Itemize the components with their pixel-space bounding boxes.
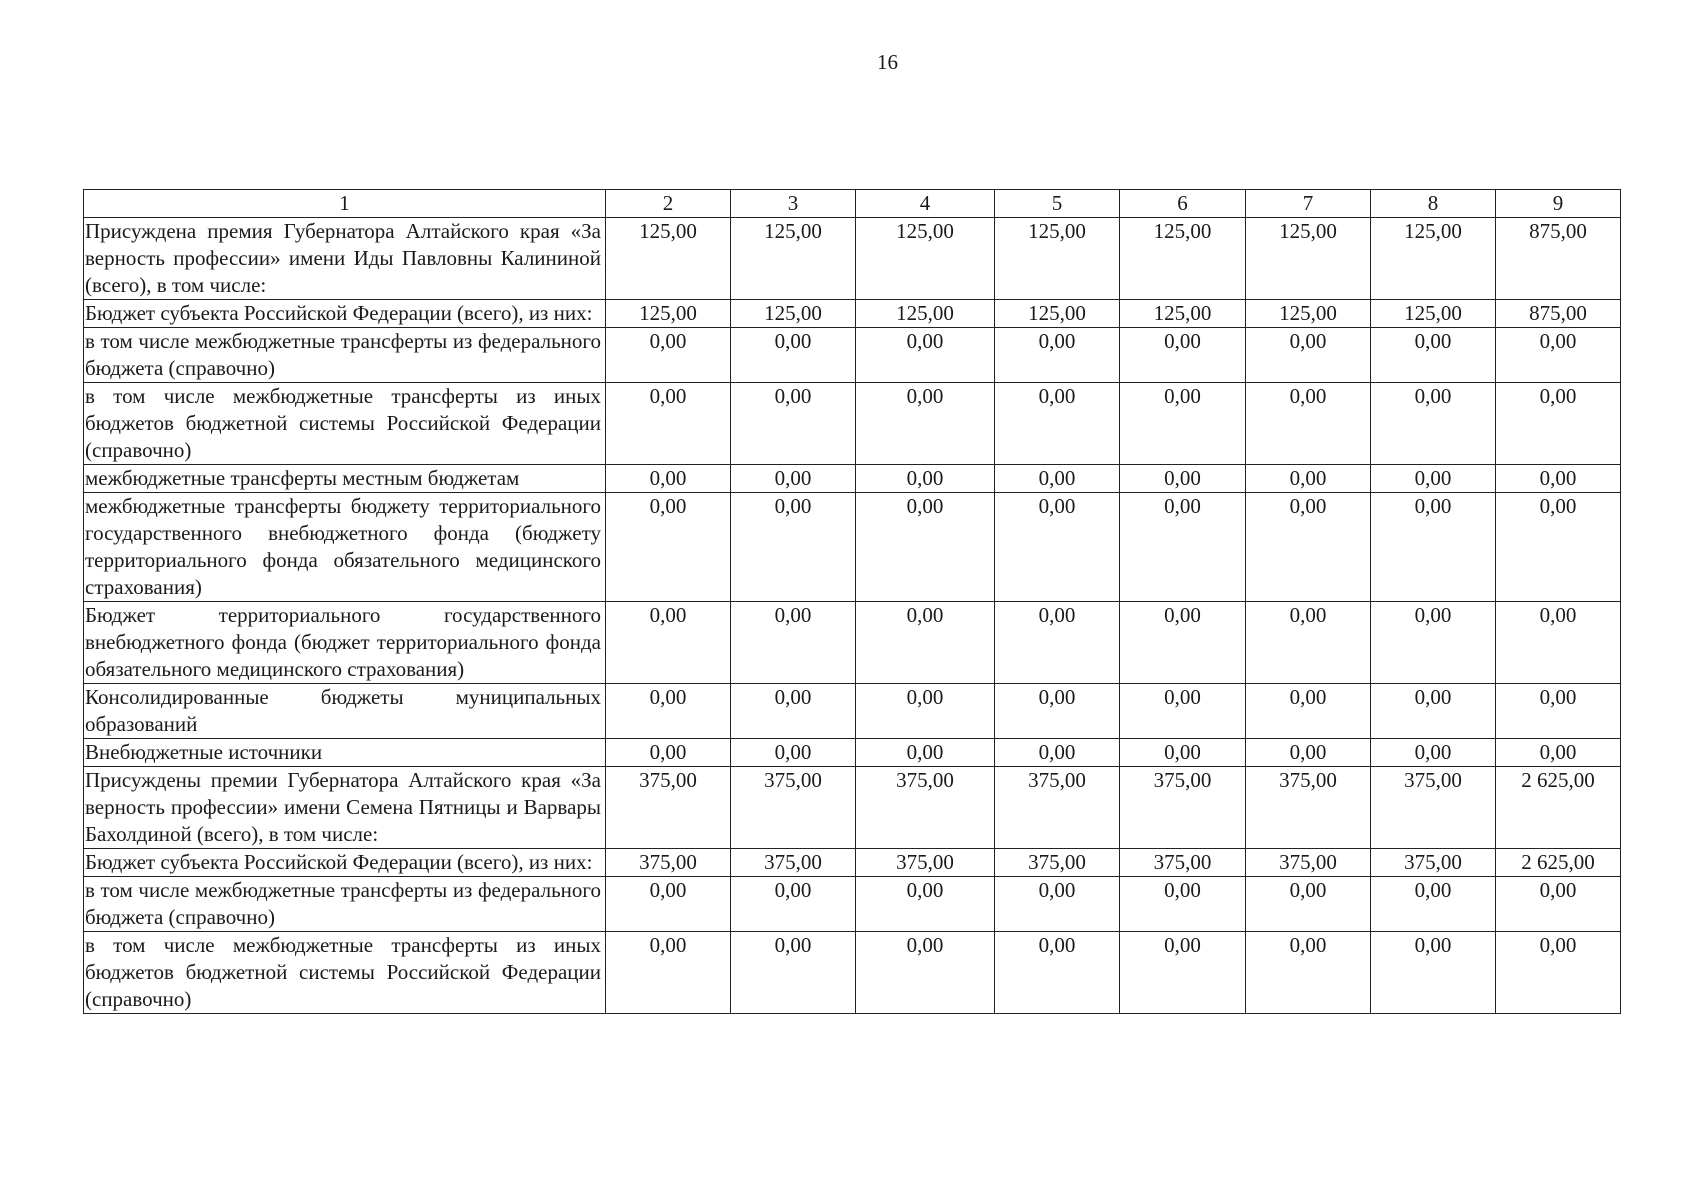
value-cell: 0,00	[1120, 877, 1246, 932]
value-cell: 125,00	[1246, 300, 1371, 328]
value-cell: 2 625,00	[1496, 767, 1621, 849]
value-cell: 0,00	[606, 328, 731, 383]
value-cell: 0,00	[606, 383, 731, 465]
value-cell: 375,00	[731, 849, 856, 877]
column-header: 3	[731, 190, 856, 218]
value-cell: 0,00	[1496, 602, 1621, 684]
value-cell: 0,00	[1496, 739, 1621, 767]
value-cell: 125,00	[995, 300, 1120, 328]
table-row	[84, 465, 1621, 493]
table-row	[84, 877, 1621, 932]
value-cell: 0,00	[731, 465, 856, 493]
column-header: 9	[1496, 190, 1621, 218]
value-cell: 0,00	[731, 383, 856, 465]
value-cell: 0,00	[1496, 328, 1621, 383]
value-cell: 375,00	[1120, 849, 1246, 877]
value-cell: 0,00	[1371, 465, 1496, 493]
value-cell: 0,00	[856, 932, 995, 1014]
value-cell: 125,00	[606, 218, 731, 300]
value-cell: 125,00	[1120, 218, 1246, 300]
value-cell: 0,00	[1246, 684, 1371, 739]
value-cell: 125,00	[856, 218, 995, 300]
value-cell: 0,00	[1371, 877, 1496, 932]
table-row	[84, 383, 1621, 465]
value-cell: 0,00	[606, 932, 731, 1014]
value-cell: 125,00	[731, 218, 856, 300]
table-row	[84, 300, 1621, 328]
column-header: 6	[1120, 190, 1246, 218]
column-header: 2	[606, 190, 731, 218]
value-cell: 375,00	[1246, 849, 1371, 877]
table-row	[84, 932, 1621, 1014]
row-label: Консолидированные бюджеты муниципальных образований	[84, 684, 606, 739]
value-cell: 0,00	[1496, 383, 1621, 465]
value-cell: 375,00	[731, 767, 856, 849]
row-label: в том числе межбюджетные трансферты из иных бюджетов бюджетной системы Российской Федерации (справочно)	[84, 383, 606, 465]
column-header: 5	[995, 190, 1120, 218]
value-cell: 0,00	[606, 602, 731, 684]
budget-table	[83, 189, 1621, 1014]
row-label: Присуждены премии Губернатора Алтайского края «За верность профессии» имени Семена Пятницы и Варвары Бахолдиной (всего), в том числе:	[84, 767, 606, 849]
value-cell: 0,00	[1246, 932, 1371, 1014]
value-cell: 0,00	[731, 877, 856, 932]
value-cell: 0,00	[1496, 465, 1621, 493]
row-label: в том числе межбюджетные трансферты из иных бюджетов бюджетной системы Российской Федерации (справочно)	[84, 932, 606, 1014]
value-cell: 0,00	[606, 493, 731, 602]
value-cell: 0,00	[995, 328, 1120, 383]
value-cell: 0,00	[1371, 328, 1496, 383]
column-header: 8	[1371, 190, 1496, 218]
column-header: 4	[856, 190, 995, 218]
table-row	[84, 328, 1621, 383]
value-cell: 875,00	[1496, 300, 1621, 328]
value-cell: 0,00	[1371, 383, 1496, 465]
value-cell: 0,00	[1371, 602, 1496, 684]
row-label: межбюджетные трансферты бюджету территориального государственного внебюджетного фонда (бюджету территориального фонда обязательного медицинского страхования)	[84, 493, 606, 602]
value-cell: 125,00	[856, 300, 995, 328]
value-cell: 0,00	[995, 383, 1120, 465]
value-cell: 0,00	[995, 684, 1120, 739]
value-cell: 125,00	[995, 218, 1120, 300]
row-label: в том числе межбюджетные трансферты из федерального бюджета (справочно)	[84, 328, 606, 383]
table-row	[84, 218, 1621, 300]
value-cell: 125,00	[1120, 300, 1246, 328]
value-cell: 0,00	[606, 684, 731, 739]
table-row	[84, 767, 1621, 849]
value-cell: 0,00	[1120, 602, 1246, 684]
value-cell: 0,00	[1246, 602, 1371, 684]
row-label: Бюджет территориального государственного внебюджетного фонда (бюджет территориального фонда обязательного медицинского страхования)	[84, 602, 606, 684]
value-cell: 0,00	[1496, 877, 1621, 932]
value-cell: 375,00	[1371, 849, 1496, 877]
row-label: Бюджет субъекта Российской Федерации (всего), из них:	[84, 849, 606, 877]
table-row	[84, 849, 1621, 877]
value-cell: 0,00	[995, 932, 1120, 1014]
value-cell: 375,00	[995, 849, 1120, 877]
value-cell: 0,00	[856, 383, 995, 465]
column-header: 7	[1246, 190, 1371, 218]
value-cell: 0,00	[1120, 932, 1246, 1014]
value-cell: 0,00	[995, 465, 1120, 493]
row-label: Бюджет субъекта Российской Федерации (всего), из них:	[84, 300, 606, 328]
value-cell: 0,00	[606, 739, 731, 767]
value-cell: 0,00	[1496, 932, 1621, 1014]
value-cell: 375,00	[856, 767, 995, 849]
value-cell: 0,00	[731, 684, 856, 739]
value-cell: 0,00	[1246, 383, 1371, 465]
value-cell: 375,00	[1371, 767, 1496, 849]
value-cell: 0,00	[856, 328, 995, 383]
value-cell: 0,00	[731, 493, 856, 602]
value-cell: 2 625,00	[1496, 849, 1621, 877]
value-cell: 0,00	[1246, 739, 1371, 767]
value-cell: 0,00	[1120, 739, 1246, 767]
row-label: Внебюджетные источники	[84, 739, 606, 767]
value-cell: 375,00	[856, 849, 995, 877]
value-cell: 0,00	[731, 739, 856, 767]
page-number: 16	[877, 50, 898, 74]
table-body	[84, 190, 1621, 1014]
value-cell: 0,00	[1496, 684, 1621, 739]
value-cell: 0,00	[1371, 684, 1496, 739]
value-cell: 125,00	[1371, 300, 1496, 328]
value-cell: 0,00	[1246, 493, 1371, 602]
value-cell: 375,00	[606, 849, 731, 877]
value-cell: 125,00	[1246, 218, 1371, 300]
row-label: в том числе межбюджетные трансферты из федерального бюджета (справочно)	[84, 877, 606, 932]
value-cell: 0,00	[1246, 328, 1371, 383]
table-row	[84, 493, 1621, 602]
value-cell: 0,00	[856, 493, 995, 602]
value-cell: 0,00	[856, 602, 995, 684]
value-cell: 0,00	[1120, 383, 1246, 465]
column-header: 1	[84, 190, 606, 218]
value-cell: 0,00	[1120, 493, 1246, 602]
value-cell: 0,00	[1371, 493, 1496, 602]
value-cell: 0,00	[731, 932, 856, 1014]
value-cell: 375,00	[1120, 767, 1246, 849]
value-cell: 0,00	[1371, 739, 1496, 767]
value-cell: 0,00	[1246, 877, 1371, 932]
value-cell: 0,00	[1120, 328, 1246, 383]
value-cell: 125,00	[606, 300, 731, 328]
value-cell: 0,00	[995, 602, 1120, 684]
value-cell: 125,00	[731, 300, 856, 328]
value-cell: 0,00	[1496, 493, 1621, 602]
value-cell: 0,00	[1371, 932, 1496, 1014]
value-cell: 125,00	[1371, 218, 1496, 300]
value-cell: 375,00	[995, 767, 1120, 849]
table-row	[84, 602, 1621, 684]
value-cell: 0,00	[1120, 465, 1246, 493]
value-cell: 0,00	[606, 465, 731, 493]
value-cell: 0,00	[731, 602, 856, 684]
table-row	[84, 684, 1621, 739]
value-cell: 0,00	[856, 684, 995, 739]
value-cell: 0,00	[995, 739, 1120, 767]
value-cell: 0,00	[856, 465, 995, 493]
value-cell: 375,00	[606, 767, 731, 849]
value-cell: 0,00	[1246, 465, 1371, 493]
value-cell: 0,00	[995, 493, 1120, 602]
value-cell: 0,00	[1120, 684, 1246, 739]
row-label: межбюджетные трансферты местным бюджетам	[84, 465, 606, 493]
value-cell: 0,00	[856, 739, 995, 767]
value-cell: 375,00	[1246, 767, 1371, 849]
value-cell: 875,00	[1496, 218, 1621, 300]
table-header-row	[84, 190, 1621, 218]
value-cell: 0,00	[856, 877, 995, 932]
row-label: Присуждена премия Губернатора Алтайского края «За верность профессии» имени Иды Павловны Калининой (всего), в том числе:	[84, 218, 606, 300]
value-cell: 0,00	[731, 328, 856, 383]
table-row	[84, 739, 1621, 767]
value-cell: 0,00	[995, 877, 1120, 932]
value-cell: 0,00	[606, 877, 731, 932]
